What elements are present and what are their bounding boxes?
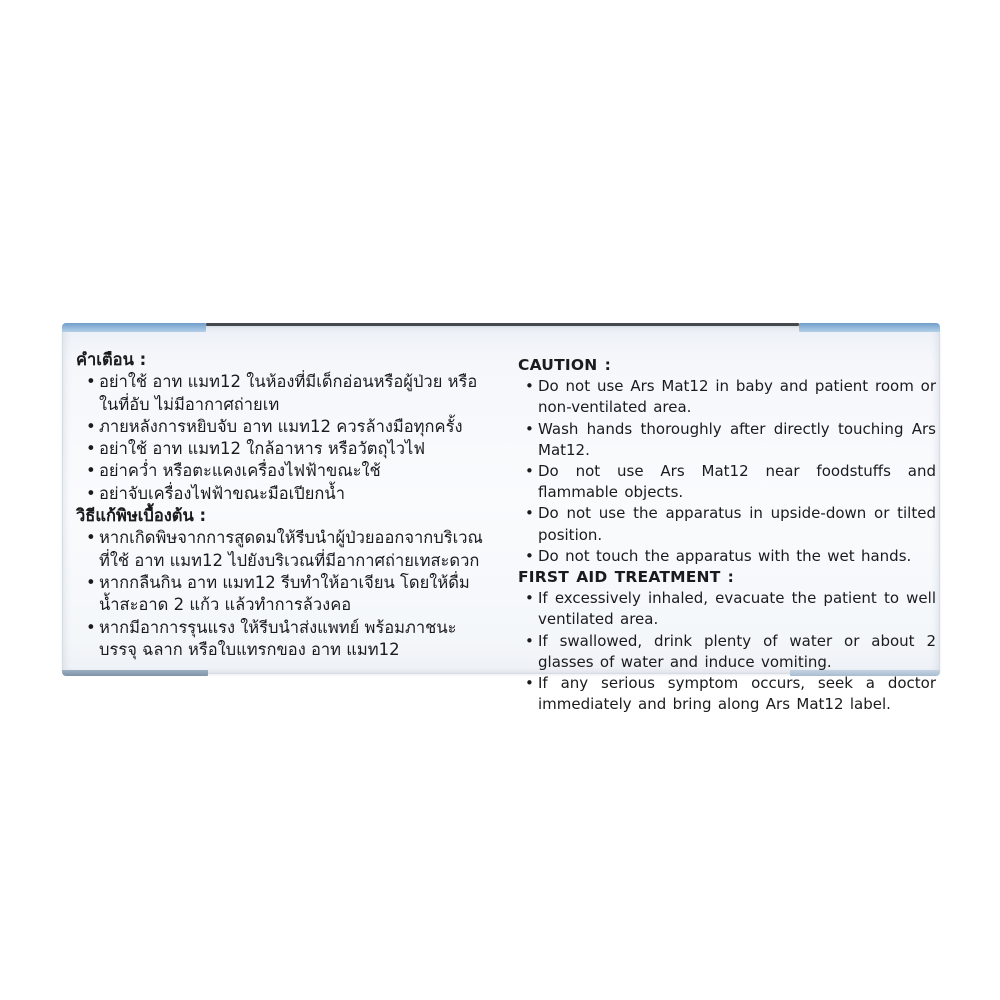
- list-item: • อย่าคว่ำ หรือตะแคงเครื่องไฟฟ้าขณะใช้: [99, 460, 490, 482]
- thai-first-aid-heading: วิธีแก้พิษเบื้องต้น :: [76, 506, 207, 526]
- box-bottom-edge-left-accent: [62, 670, 208, 676]
- box-top-edge-left-accent: [62, 323, 206, 332]
- list-item: • Do not use Ars Mat12 in baby and patient room or non-ventilated area.: [538, 376, 936, 418]
- package-back-panel: [62, 326, 940, 714]
- caution-heading: CAUTION :: [518, 356, 611, 374]
- list-item: • อย่าจับเครื่องไฟฟ้าขณะมือเปียกน้ำ: [99, 483, 490, 505]
- box-top-edge-right-accent: [799, 323, 940, 332]
- list-item: • อย่าใช้ อาท แมท12 ในห้องที่มีเด็กอ่อนหรือผู้ป่วย หรือในที่อับ ไม่มีอากาศถ่ายเท: [99, 371, 490, 416]
- list-item: • If any serious symptom occurs, seek a doctor immediately and bring along Ars Mat12 label.: [538, 673, 936, 715]
- list-item: • อย่าใช้ อาท แมท12 ใกล้อาหาร หรือวัตถุไวไฟ: [99, 438, 490, 460]
- list-item: • หากมีอาการรุนแรง ให้รีบนำส่งแพทย์ พร้อมภาชนะบรรจุ ฉลาก หรือใบแทรกของ อาท แมท12: [99, 617, 490, 662]
- list-item: • Do not use Ars Mat12 near foodstuffs and flammable objects.: [538, 461, 936, 503]
- first-aid-treatment-list: [518, 588, 936, 715]
- first-aid-treatment-heading: FIRST AID TREATMENT :: [518, 568, 735, 587]
- thai-warning-heading: คำเตือน :: [76, 350, 147, 369]
- list-item: • หากกลืนกิน อาท แมท12 รีบทำให้อาเจียน โดยให้ดื่มน้ำสะอาด 2 แก้ว แล้วทำการล้วงคอ: [99, 572, 490, 617]
- box-top-edge-crease: [206, 323, 799, 326]
- list-item: • หากเกิดพิษจากการสูดดมให้รีบนำผู้ป่วยออกจากบริเวณที่ใช้ อาท แมท12 ไปยังบริเวณที่มีอากาศถ่ายเทสะดวก: [99, 527, 490, 572]
- list-item: • Wash hands thoroughly after directly touching Ars Mat12.: [538, 419, 936, 461]
- list-item: • Do not touch the apparatus with the wet hands.: [538, 546, 936, 567]
- thai-warning-list: [76, 371, 490, 505]
- caution-list: [518, 376, 936, 567]
- list-item: • If swallowed, drink plenty of water or about 2 glasses of water and induce vomiting.: [538, 631, 936, 673]
- list-item: • If excessively inhaled, evacuate the patient to well ventilated area.: [538, 588, 936, 630]
- thai-column: [76, 349, 490, 661]
- list-item: • Do not use the apparatus in upside-down or tilted position.: [538, 503, 936, 545]
- english-column: [518, 355, 936, 715]
- list-item: • ภายหลังการหยิบจับ อาท แมท12 ควรล้างมือทุกครั้ง: [99, 416, 490, 438]
- thai-first-aid-list: [76, 527, 490, 661]
